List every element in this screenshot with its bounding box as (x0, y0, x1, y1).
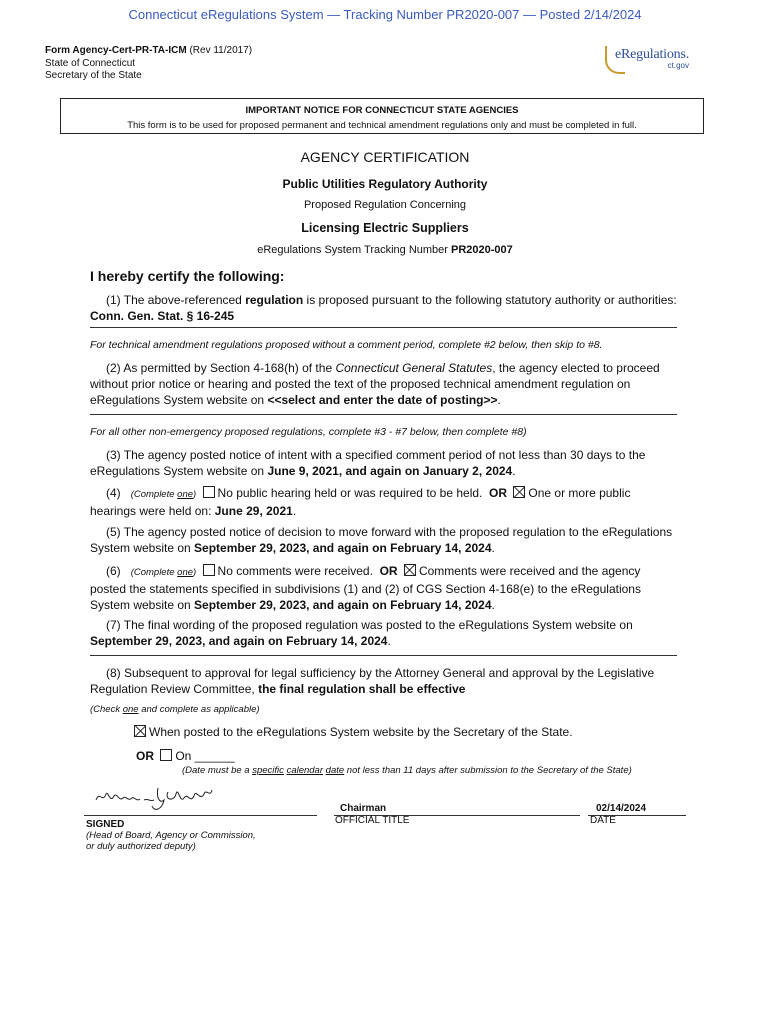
no-comments-label: No comments were received. (217, 564, 373, 578)
agency-name: Public Utilities Regulatory Authority (282, 177, 488, 191)
handwritten-signature (92, 780, 222, 814)
item-5-dates: September 29, 2023, and again on February 14, 2024 (194, 541, 492, 555)
logo-sub: ct.gov (667, 61, 689, 70)
item-8 (90, 665, 680, 697)
effective-option-posted (134, 724, 654, 740)
check-note-c: and complete as applicable) (138, 704, 260, 715)
item-4-end: . (292, 504, 297, 518)
check-note-a: (Check (90, 704, 123, 715)
signed-desc-2: or duly authorized deputy) (86, 841, 196, 852)
item-7-dates: September 29, 2023, and again on February 14, 2024 (90, 634, 388, 648)
date-requirement-note (182, 765, 632, 776)
hearings-held-checkbox[interactable] (513, 486, 525, 498)
date-note-a: (Date must be a (182, 765, 253, 776)
divider (90, 414, 677, 415)
item-3-dates: June 9, 2021, and again on January 2, 2024 (267, 464, 513, 478)
or-label: OR (379, 564, 398, 578)
form-state: State of Connecticut (45, 57, 136, 69)
check-note-one: one (122, 704, 139, 715)
hearings-held-label: One or more public (528, 486, 631, 500)
effective-option-on (136, 748, 336, 764)
check-one-note (90, 704, 260, 715)
or-label: OR (136, 749, 154, 763)
signed-label: SIGNED (86, 819, 125, 830)
no-hearing-label: No public hearing held or was required to be held. (217, 486, 483, 500)
signed-description (86, 830, 256, 852)
complete-one-hint (131, 489, 197, 500)
certify-heading: I hereby certify the following: (90, 268, 285, 284)
complete-hint-b: ) (193, 567, 197, 578)
item-8-bold: the final regulation shall be effective (258, 682, 466, 696)
no-hearing-checkbox[interactable] (203, 486, 215, 498)
when-posted-label: When posted to the eRegulations System website by the Secretary of the State. (149, 725, 573, 739)
form-office: Secretary of the State (45, 70, 142, 81)
item-7-end: . (387, 634, 391, 648)
item-2-text2: , the agency elected to proceed without prior notice or hearing and posted the text of the proposed technical amendment regulation on eRegulations System website on (90, 361, 660, 407)
complete-hint-one: one (177, 567, 194, 578)
item-5-end: . (491, 541, 495, 555)
logo-text: eRegulations. (615, 47, 689, 62)
item-6-dates: September 29, 2023, and again on February 14, 2024 (194, 598, 492, 612)
item-1-bold: regulation (245, 293, 304, 307)
when-posted-checkbox[interactable] (134, 725, 146, 737)
divider (90, 655, 677, 656)
item-1-text: (1) The above-referenced (106, 293, 246, 307)
item-3-text: (3) The agency posted notice of intent with a specified comment period of not less than 30 days to the eRegulations System website on (90, 448, 646, 478)
statutory-authority: Conn. Gen. Stat. § 16-245 (90, 309, 235, 323)
item-5 (90, 524, 680, 556)
signature-line (84, 815, 317, 816)
item-1-text2: is proposed pursuant to the following statutory authority or authorities: (303, 293, 677, 307)
technical-note: For technical amendment regulations proposed without a comment period, complete #2 below, then skip to #8. (90, 339, 603, 351)
tracking-line (0, 244, 770, 256)
official-title-value: Chairman (340, 803, 387, 814)
form-rev: (Rev 11/2017) (186, 45, 253, 56)
date-note-date: date (325, 765, 345, 776)
item-6 (90, 563, 680, 613)
regulation-subject: Licensing Electric Suppliers (301, 221, 469, 235)
tracking-label: eRegulations System Tracking Number (257, 244, 452, 256)
item-4-num: (4) (106, 486, 121, 500)
item-2-end: . (497, 393, 501, 407)
item-5-text: (5) The agency posted notice of decision to move forward with the proposed regulation to the eRegulations System website on (90, 525, 673, 555)
date-note-specific: specific (252, 765, 284, 776)
item-2-text: (2) As permitted by Section 4-168(h) of the (106, 361, 336, 375)
comments-received-label: Comments were received and the agency (418, 564, 641, 578)
item-3-end: . (512, 464, 516, 478)
proposed-label: Proposed Regulation Concerning (303, 199, 467, 211)
date-label: DATE (590, 815, 616, 826)
form-meta (45, 45, 252, 83)
tracking-number: PR2020-007 (451, 244, 513, 256)
item-6-cont: posted the statements specified in subdivisions (1) and (2) of CGS Section 4-168(e) to the eRegulations System website on (90, 582, 641, 612)
statutes-name: Connecticut General Statutes (335, 361, 493, 375)
complete-hint-a: (Complete (130, 489, 178, 500)
eregulations-logo (605, 44, 695, 76)
date-value: 02/14/2024 (596, 803, 647, 814)
complete-one-hint (131, 567, 197, 578)
date-note-rest: not less than 11 days after submission to the Secretary of the State) (344, 765, 632, 776)
posting-date-placeholder: <<select and enter the date of posting>> (267, 393, 498, 407)
comments-received-checkbox[interactable] (404, 564, 416, 576)
date-note-calendar: calendar (286, 765, 324, 776)
hearing-date: June 29, 2021 (214, 504, 293, 518)
on-date-checkbox[interactable] (160, 749, 172, 761)
complete-hint-b: ) (193, 489, 197, 500)
item-8-text: (8) Subsequent to approval for legal sufficiency by the Attorney General and approval by the Legislative Regulation Review Committee, (90, 666, 655, 696)
complete-hint-a: (Complete (130, 567, 178, 578)
item-6-num: (6) (106, 564, 121, 578)
item-7 (90, 617, 680, 649)
notice-body: This form is to be used for proposed permanent and technical amendment regulations only and must be completed in full. (127, 120, 637, 131)
item-6-end: . (491, 598, 495, 612)
complete-hint-one: one (177, 489, 194, 500)
tracking-banner: Connecticut eRegulations System — Tracking Number PR2020-007 — Posted 2/14/2024 (128, 7, 642, 22)
item-4 (90, 485, 680, 519)
signed-desc-1: (Head of Board, Agency or Commission, (86, 830, 256, 841)
or-label: OR (489, 486, 508, 500)
official-title-label: OFFICIAL TITLE (335, 815, 410, 826)
item-1 (90, 292, 680, 324)
form-id: Form Agency-Cert-PR-TA-ICM (45, 45, 187, 56)
notice-title: IMPORTANT NOTICE FOR CONNECTICUT STATE AGENCIES (245, 105, 519, 116)
page-title: AGENCY CERTIFICATION (300, 149, 470, 165)
important-notice-box (60, 98, 704, 134)
item-2 (90, 360, 680, 408)
item-7-text: (7) The final wording of the proposed regulation was posted to the eRegulations System website on (106, 618, 633, 632)
no-comments-checkbox[interactable] (203, 564, 215, 576)
item-4-cont: hearings were held on: (90, 504, 215, 518)
divider (90, 327, 677, 328)
on-date-field[interactable]: On ______ (175, 749, 235, 763)
non-emergency-note: For all other non-emergency proposed regulations, complete #3 - #7 below, then complete #8) (90, 426, 527, 438)
item-3 (90, 447, 680, 479)
